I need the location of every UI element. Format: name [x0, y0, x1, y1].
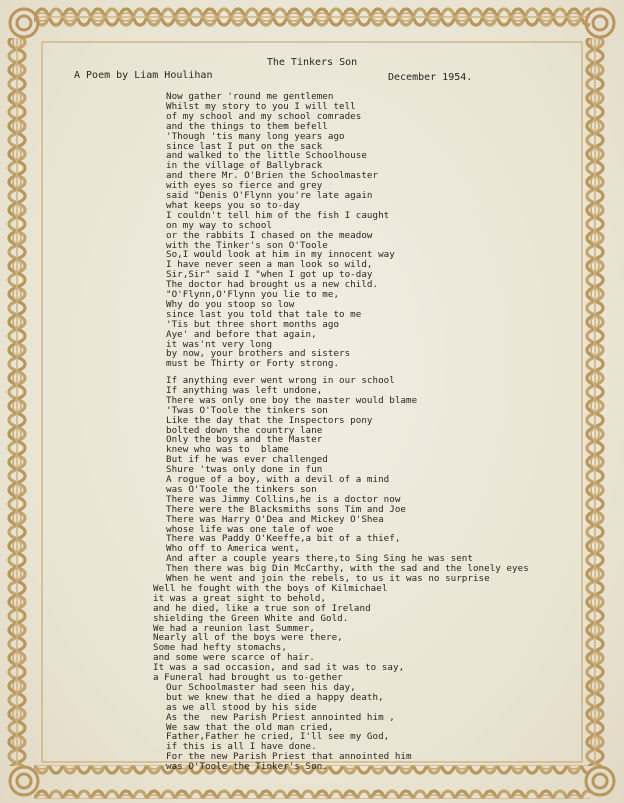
poem-line: of my school and my school comrades: [166, 110, 362, 122]
poem-line: There were the Blacksmiths sons Tim and Joe: [166, 503, 406, 515]
poem-line: Sir,Sir" said I "when I got up to-day: [166, 269, 373, 281]
poem-line: bolted down the country lane: [166, 424, 323, 436]
poem-line: was O'Toole the tinkers son: [166, 483, 317, 495]
poem-line: There was Harry O'Dea and Mickey O'Shea: [166, 513, 384, 525]
poem-line: 'Tis but three short months ago: [166, 318, 340, 330]
poem-line: We had a reunion last Summer,: [153, 622, 315, 634]
poem-line: was O'Toole the Tinker's Son.: [166, 761, 328, 773]
poem-line: So,I would look at him in my innocent way: [166, 249, 395, 261]
poem-line: in the village of Ballybrack: [166, 160, 323, 172]
poem-line: As the new Parish Priest annointed him ,: [166, 711, 395, 723]
poem-line: Only the boys and the Master: [166, 434, 323, 446]
poem-line: But if he was ever challenged: [166, 454, 328, 466]
poem-line: and the things to them befell: [166, 120, 328, 132]
poem-line: "O'Flynn,O'Flynn you lie to me,: [166, 289, 340, 300]
poem-line: and walked to the little Schoolhouse: [166, 150, 367, 162]
poem-line: We saw that the old man cried,: [166, 721, 334, 733]
poem-line: a Funeral had brought us to-gether: [153, 672, 343, 683]
poem-line: what keeps you so to-day: [166, 199, 300, 211]
poem-line: but we knew that he died a happy death,: [166, 691, 384, 703]
poem-line: Nearly all of the boys were there,: [153, 632, 343, 644]
poem-line: and some were scarce of hair.: [153, 652, 315, 664]
poem-line: with the Tinker's son O'Toole: [166, 239, 328, 251]
poem-byline: A Poem by Liam Houlihan: [74, 70, 213, 81]
poem-line: whose life was one tale of woe: [166, 523, 334, 535]
poem-line: Who off to America went,: [166, 543, 300, 555]
poem-line: There was only one boy the master would blame: [166, 394, 418, 406]
poem-line: on my way to school: [166, 219, 273, 231]
poem-line: it was a great sight to behold,: [153, 592, 327, 604]
poem-date: December 1954.: [388, 72, 473, 83]
poem-line: Father,Father he cried, I'll see my God,: [166, 731, 390, 743]
poem-line: Like the day that the Inspectors pony: [166, 414, 373, 426]
poem-line: Our Schoolmaster had seen his day,: [166, 681, 356, 693]
poem-line: And after a couple years there,to Sing Sing he was sent: [166, 553, 473, 565]
poem-line: It was a sad occasion, and sad it was to say,: [153, 662, 405, 674]
poem-line: Then there was big Din McCarthy, with the sad and the lonely eyes: [166, 563, 529, 575]
poem-line: and there Mr. O'Brien the Schoolmaster: [166, 170, 379, 182]
poem-line: If anything ever went wrong in our school: [166, 375, 395, 386]
poem-line: Well he fought with the boys of Kilmichael: [153, 582, 388, 594]
poem-line: knew who was to blame: [166, 444, 289, 456]
poem-line: Aye' and before that again,: [166, 328, 317, 340]
poem-line: There was Jimmy Collins,he is a doctor now: [166, 493, 401, 505]
poem-line: since last you told that tale to me: [166, 308, 362, 320]
poem-line: by now, your brothers and sisters: [166, 348, 351, 360]
poem-line: I couldn't tell him of the fish I caught: [166, 209, 390, 221]
poem-line: as we all stood by his side: [166, 701, 317, 713]
poem-line: or the rabbits I chased on the meadow: [166, 229, 373, 241]
poem-line: Shure 'twas only done in fun: [166, 464, 323, 476]
poem-line: I have never seen a man look so wild,: [166, 259, 373, 271]
poem-line: Some had hefty stomachs,: [153, 642, 287, 654]
poem-line: If anything was left undone,: [166, 384, 323, 396]
poem-line: said "Denis O'Flynn you're late again: [166, 190, 373, 201]
poem-line: Now gather 'round me gentlemen: [166, 91, 334, 102]
poem-line: The doctor had brought us a new child.: [166, 279, 379, 291]
poem-line: There was Paddy O'Keeffe,a bit of a thief,: [166, 533, 401, 545]
poem-line: must be Thirty or Forty strong.: [166, 358, 340, 370]
poem-line: 'Though 'tis many long years ago: [166, 130, 345, 142]
poem-line: if this is all I have done.: [166, 741, 317, 753]
poem-line: 'Twas O'Toole the tinkers son: [166, 404, 328, 416]
poem-line: A rogue of a boy, with a devil of a mind: [166, 474, 390, 485]
poem-line: and he died, like a true son of Ireland: [153, 602, 371, 614]
poem-line: Whilst my story to you I will tell: [166, 100, 356, 112]
poem-line: with eyes so fierce and grey: [166, 180, 323, 192]
poem-line: Why do you stoop so low: [166, 298, 295, 310]
poem-line: When he went and join the rebels, to us it was no surprise: [166, 573, 490, 584]
poem-title: The Tinkers Son: [266, 57, 358, 68]
poem-line: it was'nt very long: [166, 338, 273, 350]
poem-line: shielding the Green White and Gold.: [153, 612, 349, 624]
poem-line: For the new Parish Priest that annointed him: [166, 751, 412, 763]
poem-line: since last I put on the sack: [166, 140, 323, 152]
